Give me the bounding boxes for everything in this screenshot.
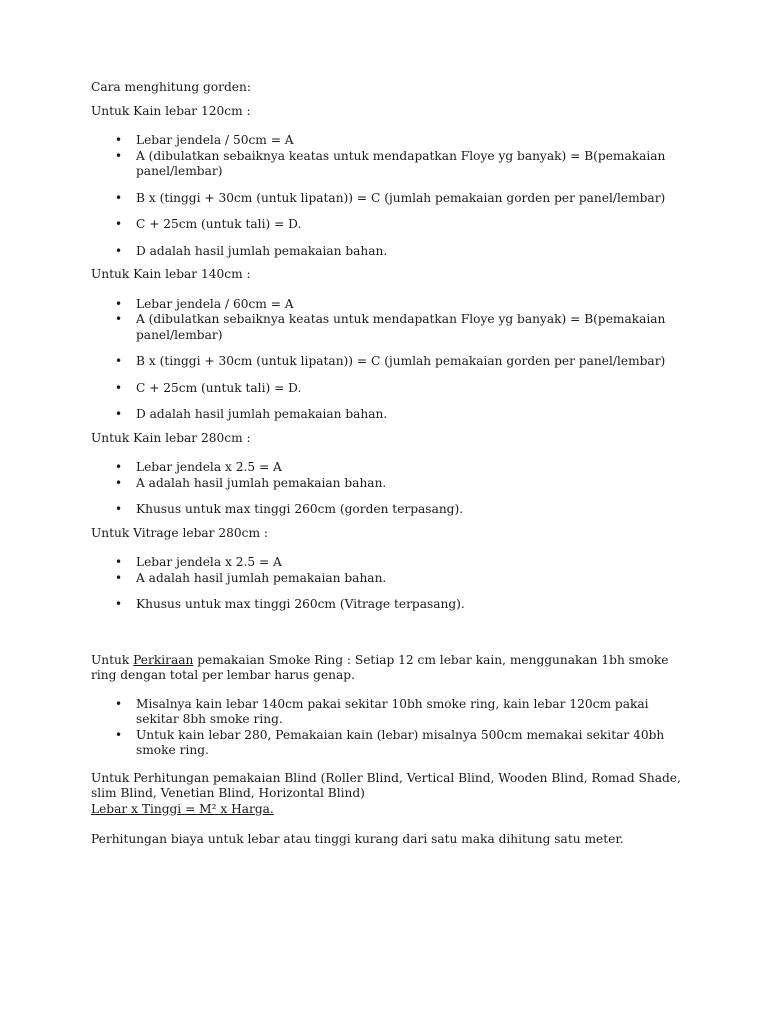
- list-item: • D adalah hasil jumlah pemakaian bahan.: [91, 407, 691, 423]
- list-item: • C + 25cm (untuk tali) = D.: [91, 381, 691, 397]
- section-list-120: [91, 133, 691, 259]
- list-item: • A adalah hasil jumlah pemakaian bahan.: [91, 571, 691, 587]
- list-item: • Untuk kain lebar 280, Pemakaian kain (lebar) misalnya 500cm memakai sekitar 40bh smoke ring.: [91, 728, 691, 759]
- section-heading-120: Untuk Kain lebar 120cm :: [91, 103, 251, 118]
- section-heading-280: Untuk Kain lebar 280cm :: [91, 430, 251, 445]
- section-heading-140: Untuk Kain lebar 140cm :: [91, 267, 251, 281]
- list-item: • Lebar jendela / 50cm = A: [91, 133, 691, 149]
- list-item: • D adalah hasil jumlah pemakaian bahan.: [91, 244, 691, 260]
- list-item: • A (dibulatkan sebaiknya keatas untuk mendapatkan Floye yg banyak) = B(pemakaian panel/lembar): [91, 312, 691, 343]
- section-heading-vitrage: Untuk Vitrage lebar 280cm :: [91, 525, 268, 540]
- list-item: • A adalah hasil jumlah pemakaian bahan.: [91, 476, 691, 492]
- list-item: • Khusus untuk max tinggi 260cm (gorden terpasang).: [91, 502, 691, 518]
- smoke-ring-underlined: Perkiraan: [133, 652, 194, 667]
- list-item: • Lebar jendela / 60cm = A: [91, 297, 691, 313]
- doc-title: Cara menghitung gorden:: [91, 80, 251, 94]
- list-item: • Lebar jendela x 2.5 = A: [91, 460, 691, 476]
- list-item: • B x (tinggi + 30cm (untuk lipatan)) = C (jumlah pemakaian gorden per panel/lembar): [91, 354, 691, 370]
- blind-paragraph: Untuk Perhitungan pemakaian Blind (Roller Blind, Vertical Blind, Wooden Blind, Romad Shade, slim Blind, Venetian Blind, Horizontal Blind): [91, 770, 681, 800]
- list-item: • Khusus untuk max tinggi 260cm (Vitrage terpasang).: [91, 597, 691, 613]
- smoke-ring-rest: pemakaian Smoke Ring : Setiap 12 cm lebar kain, menggunakan 1bh smoke ring dengan total per lembar harus genap.: [91, 652, 669, 682]
- smoke-ring-list: [91, 697, 691, 759]
- list-item: • Lebar jendela x 2.5 = A: [91, 555, 691, 571]
- list-item: • Misalnya kain lebar 140cm pakai sekitar 10bh smoke ring, kain lebar 120cm pakai sekitar 8bh smoke ring.: [91, 697, 691, 728]
- list-item: • B x (tinggi + 30cm (untuk lipatan)) = C (jumlah pemakaian gorden per panel/lembar): [91, 191, 691, 207]
- list-item: • C + 25cm (untuk tali) = D.: [91, 217, 691, 233]
- section-list-vitrage: [91, 555, 691, 613]
- section-list-280: [91, 460, 691, 518]
- smoke-ring-prefix: Untuk: [91, 652, 134, 667]
- smoke-ring-paragraph: [91, 653, 691, 684]
- list-item: • A (dibulatkan sebaiknya keatas untuk mendapatkan Floye yg banyak) = B(pemakaian panel/lembar): [91, 149, 691, 180]
- cost-note: Perhitungan biaya untuk lebar atau tinggi kurang dari satu maka dihitung satu meter.: [91, 832, 624, 846]
- blind-formula: Lebar x Tinggi = M² x Harga.: [91, 801, 274, 816]
- document-body: [91, 80, 691, 848]
- section-list-140: [91, 297, 691, 423]
